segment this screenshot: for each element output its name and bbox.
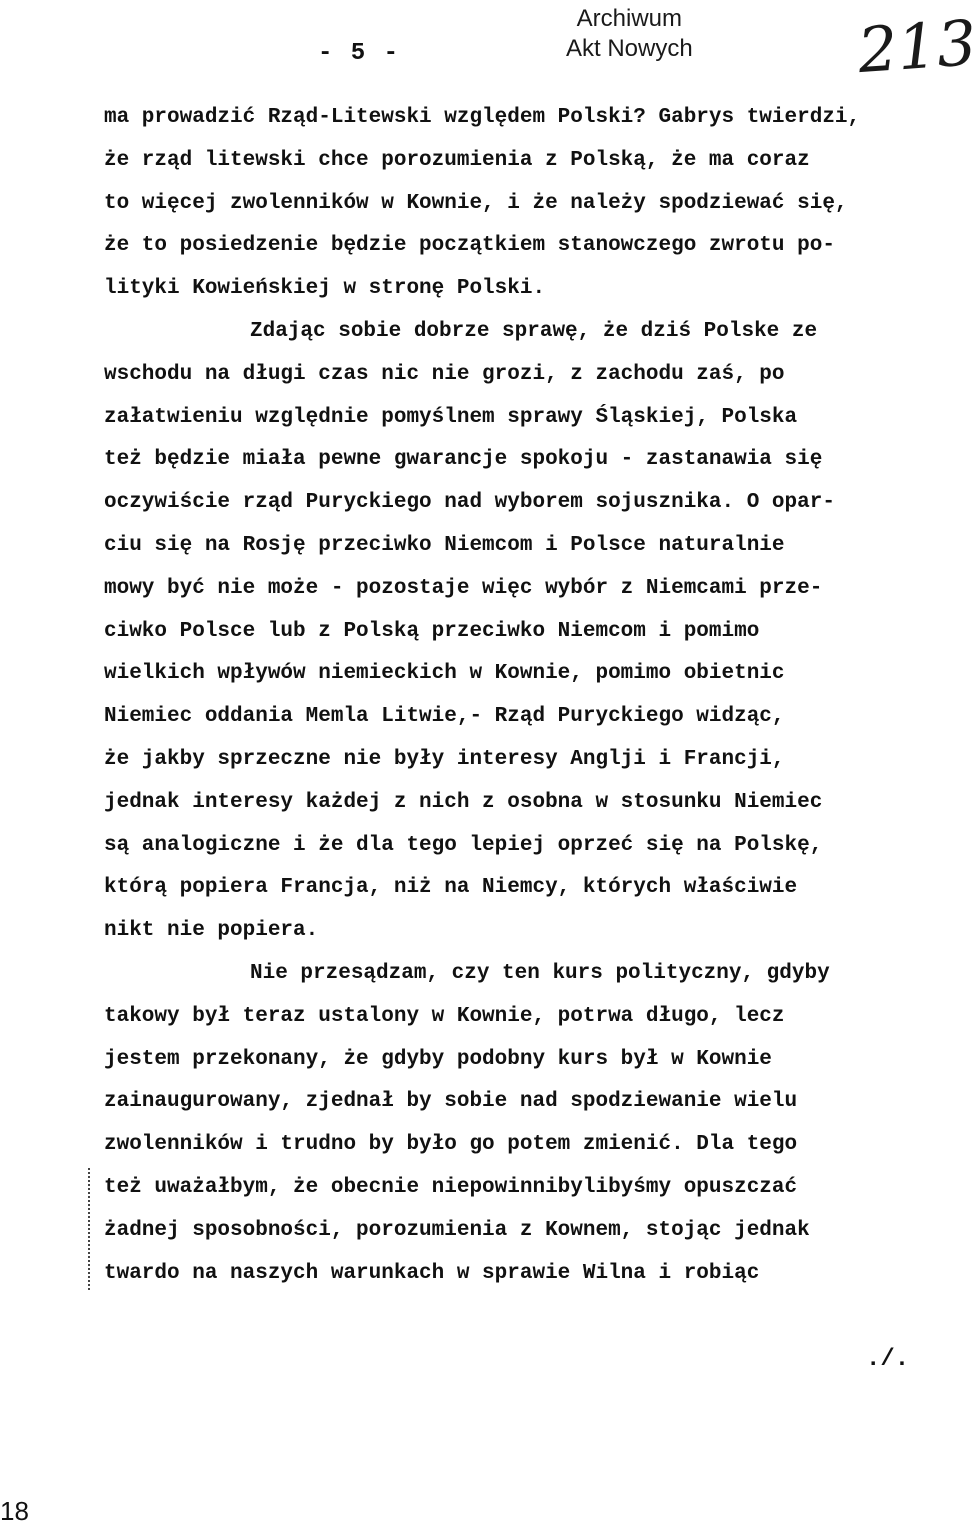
- text-line: zainaugurowany, zjednał by sobie nad spodziewanie wielu: [104, 1090, 798, 1114]
- text-line: załatwieniu względnie pomyślnem sprawy Śląskiej, Polska: [104, 405, 798, 429]
- text-line: też uważałbym, że obecnie niepowinnibylibyśmy opuszczać: [104, 1175, 798, 1199]
- text-line: takowy był teraz ustalony w Kownie, potrwa długo, lecz: [104, 1004, 785, 1028]
- text-line: że jakby sprzeczne nie były interesy Anglji i Francji,: [104, 747, 785, 771]
- text-line: są analogiczne i że dla tego lepiej oprzeć się na Polskę,: [104, 833, 823, 857]
- text-line: Nie przesądzam, czy ten kurs polityczny, gdyby: [250, 961, 830, 985]
- text-line: zwolenników i trudno by było go potem zmienić. Dla tego: [104, 1133, 798, 1157]
- scan-page-number: 18: [0, 1496, 29, 1526]
- text-line: że to posiedzenie będzie początkiem stanowczego zwrotu po-: [104, 234, 835, 258]
- text-line: to więcej zwolenników w Kownie, i że należy spodziewać się,: [104, 191, 848, 215]
- text-line: ma prowadzić Rząd-Litewski względem Polski? Gabrys twierdzi,: [104, 106, 861, 129]
- archive-stamp: [566, 4, 693, 64]
- text-line: mowy być nie może - pozostaje więc wybór z Niemcami prze-: [104, 576, 823, 600]
- text-line: wielkich wpływów niemieckich w Kownie, pomimo obietnic: [104, 662, 785, 686]
- text-line: że rząd litewski chce porozumienia z Polską, że ma coraz: [104, 148, 810, 172]
- text-line: lityki Kowieńskiej w stronę Polski.: [104, 277, 546, 301]
- text-line: ciwko Polsce lub z Polską przeciwko Niemcom i pomimo: [104, 619, 760, 643]
- text-line: jednak interesy każdej z nich z osobna w stosunku Niemiec: [104, 790, 823, 814]
- document-body: [104, 97, 954, 1295]
- stamp-line-1: Archiwum: [576, 5, 683, 32]
- margin-pencil-mark: [88, 1168, 90, 1290]
- page-number: - 5 -: [318, 40, 401, 67]
- text-line: Zdając sobie dobrze sprawę, że dziś Polske ze: [250, 319, 818, 343]
- text-line: nikt nie popiera.: [104, 919, 319, 943]
- text-line: wschodu na długi czas nic nie grozi, z zachodu zaś, po: [104, 362, 785, 386]
- text-line: twardo na naszych warunkach w sprawie Wilna i robiąc: [104, 1261, 760, 1285]
- text-line: jestem przekonany, że gdyby podobny kurs był w Kownie: [104, 1047, 772, 1071]
- text-line: Niemiec oddania Memla Litwie,- Rząd Puryckiego widząc,: [104, 705, 785, 729]
- text-line: oczywiście rząd Puryckiego nad wyborem sojusznika. O opar-: [104, 491, 835, 515]
- continuation-mark: ./.: [866, 1346, 910, 1373]
- stamp-line-2: Akt Nowych: [566, 35, 693, 62]
- text-line: ciu się na Rosję przeciwko Niemcom i Polsce naturalnie: [104, 533, 785, 557]
- text-line: też będzie miała pewne gwarancje spokoju - zastanawia się: [104, 448, 823, 472]
- handwritten-folio-number: 213: [855, 5, 979, 88]
- text-line: którą popiera Francja, niż na Niemcy, których właściwie: [104, 876, 798, 900]
- text-line: żadnej sposobności, porozumienia z Kownem, stojąc jednak: [104, 1218, 810, 1242]
